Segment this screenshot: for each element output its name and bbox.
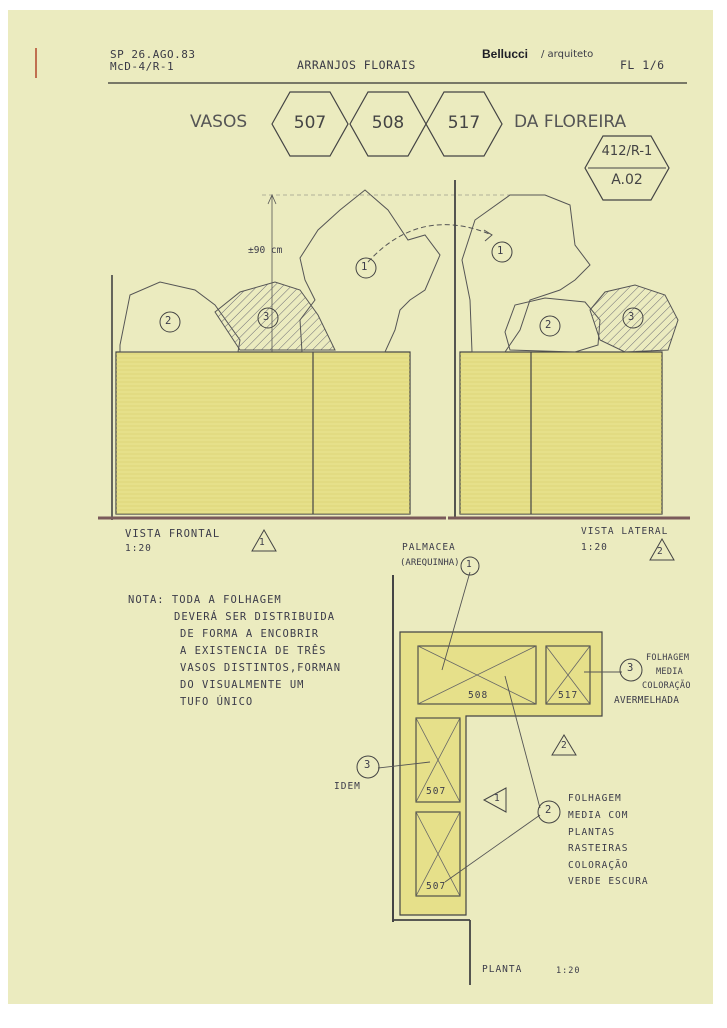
side-view-scale: 1:20	[581, 542, 608, 553]
note-line-4: A EXISTENCIA DE TRÊS	[180, 645, 327, 657]
header-date: SP 26.AGO.83	[110, 48, 196, 61]
callout-3-left-mark: 3	[364, 759, 372, 771]
palm-label-2: (AREQUINHA)	[400, 558, 460, 568]
reference-top: 412/R-1	[601, 144, 653, 159]
note-line-6: DO VISUALMENTE UM	[180, 679, 305, 691]
vase-label-517: 517	[558, 690, 579, 701]
callout-3-right-line-2: MEDIA	[656, 667, 684, 677]
note-line-7: TUFO ÚNICO	[180, 696, 254, 708]
plan-title: PLANTA	[482, 964, 523, 975]
vase-label-507-upper: 507	[426, 786, 447, 797]
callout-3-right-line-3: COLORAÇÃO	[642, 681, 691, 691]
plan-marker-1: 1	[494, 793, 501, 804]
front-view-title: VISTA FRONTAL	[125, 528, 221, 540]
header-role: / arquiteto	[541, 49, 594, 60]
callout-2-mark: 2	[545, 804, 553, 816]
front-view-scale: 1:20	[125, 543, 152, 554]
vase-id-517: 517	[447, 113, 481, 133]
callout-3-right-line-1: FOLHAGEM	[646, 653, 690, 663]
note-line-5: VASOS DISTINTOS,FORMAN	[180, 662, 342, 674]
side-mark-2: 2	[545, 319, 553, 331]
header-title: ARRANJOS FLORAIS	[297, 58, 416, 72]
header-author: Bellucci	[482, 47, 529, 61]
callout-2-line-5: COLORAÇÃO	[568, 860, 629, 871]
heading-prefix: VASOS	[190, 112, 248, 132]
vase-label-508: 508	[468, 690, 489, 701]
callout-3-right-mark: 3	[627, 662, 635, 674]
note-line-3: DE FORMA A ENCOBRIR	[180, 628, 320, 640]
callout-2-line-1: FOLHAGEM	[568, 793, 622, 804]
side-view-title: VISTA LATERAL	[581, 526, 669, 537]
vase-id-507: 507	[293, 113, 327, 133]
note-line-1: NOTA: TODA A FOLHAGEM	[128, 594, 282, 606]
plan-scale: 1:20	[556, 966, 581, 976]
side-mark-1: 1	[497, 245, 505, 257]
front-mark-2: 2	[165, 315, 173, 327]
header-code: McD-4/R-1	[110, 60, 175, 73]
front-mark-1: 1	[361, 261, 369, 273]
vase-label-507-lower: 507	[426, 881, 447, 892]
callout-3-left-label: IDEM	[334, 781, 361, 792]
vase-id-508: 508	[371, 113, 405, 133]
callout-3-right-line-4: AVERMELHADA	[614, 695, 680, 706]
reference-bottom: A.02	[611, 172, 643, 188]
callout-2-line-4: RASTEIRAS	[568, 843, 629, 854]
side-view-marker: 2	[657, 546, 664, 557]
front-mark-3: 3	[263, 311, 271, 323]
callout-2-line-6: VERDE ESCURA	[568, 876, 649, 887]
front-view-marker: 1	[259, 537, 266, 548]
plan-marker-2: 2	[561, 740, 568, 751]
callout-2-line-3: PLANTAS	[568, 827, 616, 838]
note-line-2: DEVERÁ SER DISTRIBUIDA	[174, 611, 336, 623]
height-label: ±90 cm	[248, 245, 283, 256]
header-sheet: FL 1/6	[620, 58, 665, 72]
callout-2-line-2: MEDIA COM	[568, 810, 629, 821]
heading-suffix: DA FLOREIRA	[514, 112, 627, 132]
side-mark-3: 3	[628, 311, 636, 323]
palm-label-1: PALMACEA	[402, 542, 456, 553]
palm-mark: 1	[466, 559, 473, 570]
